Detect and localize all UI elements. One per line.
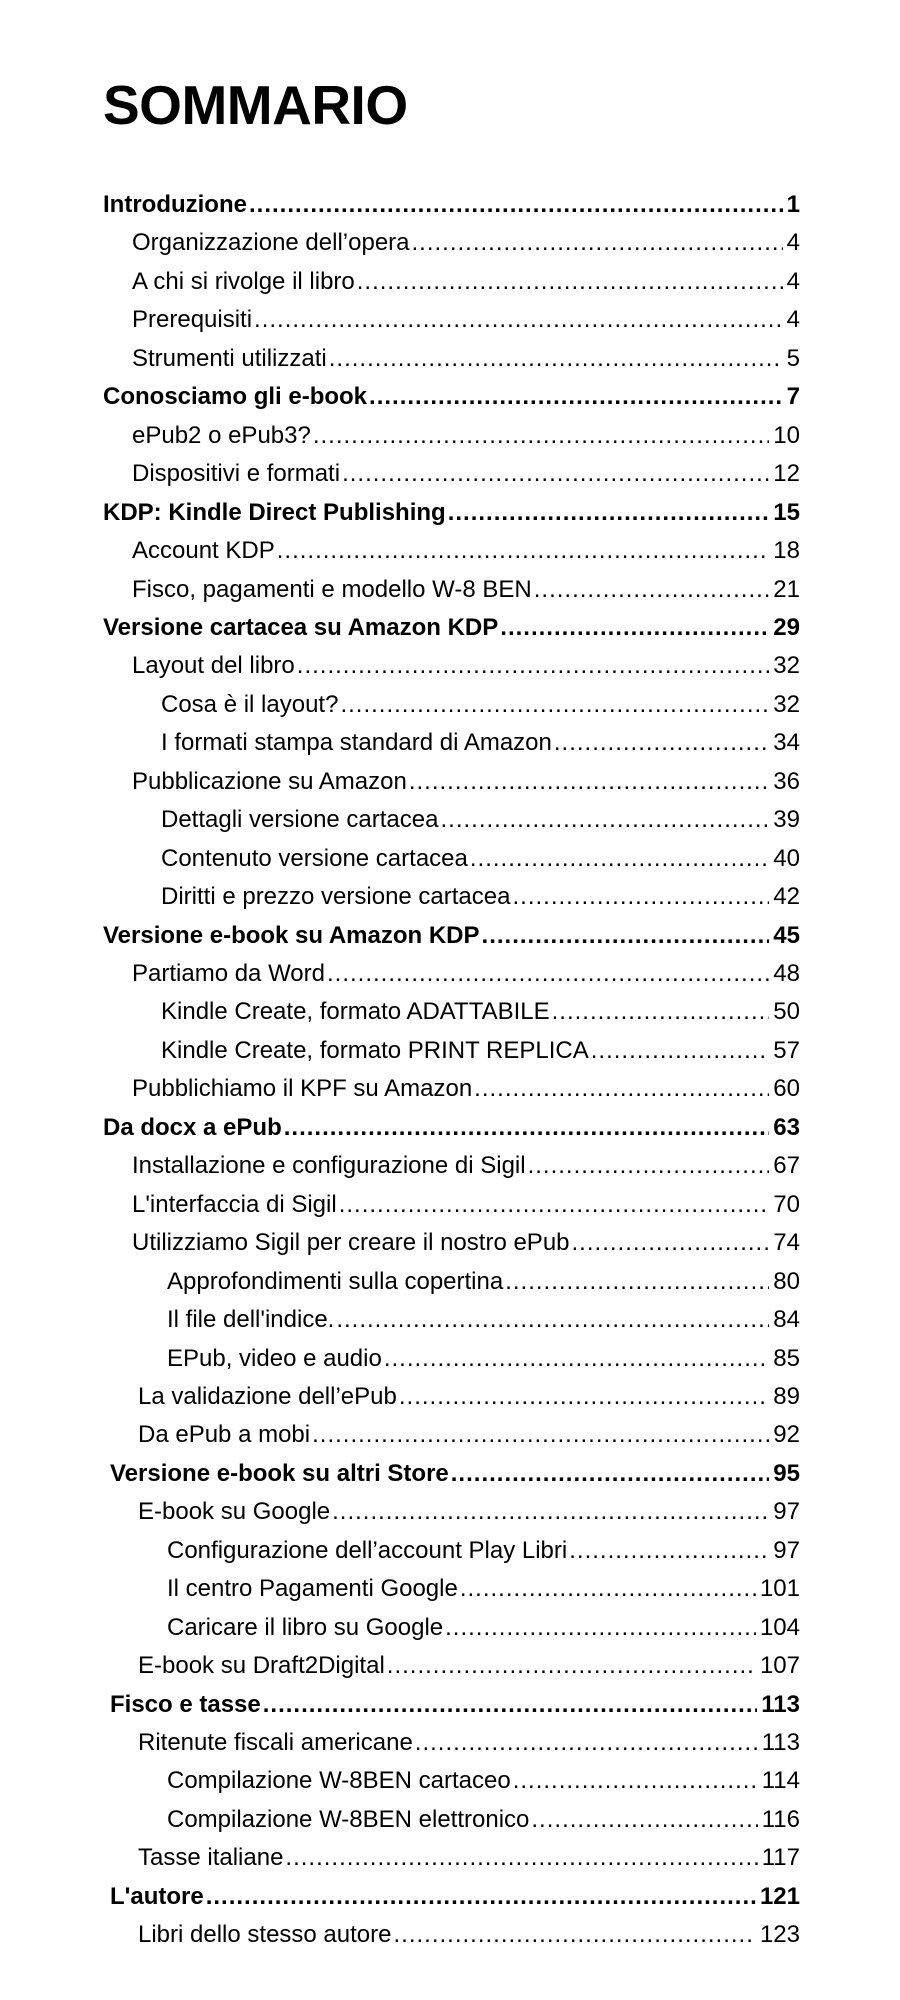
toc-entry-page-number: 12 bbox=[773, 460, 800, 487]
toc-section-entry bbox=[138, 1647, 800, 1685]
toc-entry-page-number: 95 bbox=[773, 1460, 800, 1487]
toc-entry-label: E-book su Draft2Digital bbox=[138, 1652, 385, 1679]
toc-entry-page-number: 121 bbox=[759, 1883, 800, 1910]
toc-leader-dots bbox=[313, 417, 769, 455]
toc-section-entry bbox=[167, 1801, 800, 1839]
toc-entry-label: Tasse italiane bbox=[138, 1844, 284, 1871]
toc-leader-dots bbox=[277, 532, 770, 570]
toc-entry-label: Da docx a ePub bbox=[103, 1114, 282, 1141]
toc-section-entry bbox=[132, 647, 800, 685]
toc-entry-label: Kindle Create, formato ADATTABILE bbox=[161, 998, 550, 1025]
toc-leader-dots bbox=[451, 1455, 770, 1493]
toc-entry-page-number: 117 bbox=[761, 1844, 800, 1871]
toc-section-entry bbox=[167, 1609, 800, 1647]
toc-entry-page-number: 57 bbox=[773, 1037, 800, 1064]
toc-section-entry bbox=[132, 1224, 800, 1262]
toc-leader-dots bbox=[387, 1647, 756, 1685]
toc-leader-dots bbox=[470, 840, 769, 878]
toc-leader-dots bbox=[342, 455, 769, 493]
toc-chapter-entry bbox=[103, 186, 800, 224]
toc-entry-label: Contenuto versione cartacea bbox=[161, 845, 468, 872]
toc-section-entry bbox=[138, 1378, 800, 1416]
toc-chapter-entry bbox=[103, 917, 800, 955]
toc-leader-dots bbox=[513, 1762, 758, 1800]
toc-entry-label: A chi si rivolge il libro bbox=[132, 268, 355, 295]
toc-chapter-entry bbox=[110, 1455, 800, 1493]
toc-leader-dots bbox=[448, 494, 770, 532]
toc-leader-dots bbox=[552, 993, 770, 1031]
toc-section-entry bbox=[161, 724, 800, 762]
toc-entry-label: Cosa è il layout? bbox=[161, 691, 339, 718]
toc-entry-label: Configurazione dell’account Play Libri bbox=[167, 1537, 568, 1564]
toc-entry-label: Dispositivi e formati bbox=[132, 460, 341, 487]
toc-section-entry bbox=[161, 878, 800, 916]
toc-section-entry bbox=[167, 1532, 800, 1570]
toc-section-entry bbox=[132, 1147, 800, 1185]
toc-leader-dots bbox=[340, 686, 769, 724]
toc-entry-label: Installazione e configurazione di Sigil bbox=[132, 1152, 526, 1179]
toc-entry-page-number: 29 bbox=[773, 614, 800, 641]
toc-entry-page-number: 63 bbox=[773, 1114, 800, 1141]
toc-entry-page-number: 101 bbox=[759, 1575, 800, 1602]
toc-entry-page-number: 97 bbox=[773, 1537, 800, 1564]
toc-section-entry bbox=[161, 840, 800, 878]
toc-leader-dots bbox=[482, 917, 770, 955]
toc-entry-page-number: 4 bbox=[786, 229, 800, 256]
toc-leader-dots bbox=[312, 1416, 769, 1454]
toc-section-entry bbox=[138, 1493, 800, 1531]
toc-entry-label: Il file dell'indice. bbox=[167, 1306, 335, 1333]
toc-section-entry bbox=[132, 224, 800, 262]
toc-leader-dots bbox=[384, 1340, 769, 1378]
toc-entry-page-number: 32 bbox=[773, 652, 800, 679]
toc-entry-label: Dettagli versione cartacea bbox=[161, 806, 439, 833]
toc-leader-dots bbox=[263, 1686, 758, 1724]
toc-section-entry bbox=[132, 301, 800, 339]
toc-leader-dots bbox=[569, 1532, 769, 1570]
toc-entry-page-number: 48 bbox=[773, 960, 800, 987]
toc-leader-dots bbox=[591, 1032, 770, 1070]
toc-entry-label: Strumenti utilizzati bbox=[132, 345, 327, 372]
toc-entry-page-number: 60 bbox=[773, 1075, 800, 1102]
toc-entry-label: I formati stampa standard di Amazon bbox=[161, 729, 552, 756]
toc-entry-label: Approfondimenti sulla copertina bbox=[167, 1268, 504, 1295]
toc-entry-page-number: 70 bbox=[773, 1191, 800, 1218]
toc-section-entry bbox=[167, 1570, 800, 1608]
toc-entry-page-number: 1 bbox=[786, 191, 800, 218]
toc-entry-label: Ritenute fiscali americane bbox=[138, 1729, 413, 1756]
toc-section-entry bbox=[138, 1416, 800, 1454]
toc-chapter-entry bbox=[110, 1686, 800, 1724]
toc-entry-label: Libri dello stesso autore bbox=[138, 1921, 392, 1948]
toc-entry-label: Versione e-book su altri Store bbox=[110, 1460, 449, 1487]
toc-entry-page-number: 89 bbox=[773, 1383, 800, 1410]
toc-entry-label: La validazione dell’ePub bbox=[138, 1383, 397, 1410]
toc-entry-label: Caricare il libro su Google bbox=[167, 1614, 444, 1641]
toc-leader-dots bbox=[206, 1878, 756, 1916]
toc-entry-page-number: 7 bbox=[786, 383, 800, 410]
toc-section-entry bbox=[132, 532, 800, 570]
toc-entry-label: EPub, video e audio bbox=[167, 1345, 382, 1372]
toc-leader-dots bbox=[393, 1916, 755, 1954]
toc-section-entry bbox=[138, 1916, 800, 1954]
toc-entry-page-number: 113 bbox=[761, 1691, 800, 1718]
toc-entry-label: Layout del libro bbox=[132, 652, 295, 679]
toc-chapter-entry bbox=[110, 1878, 800, 1916]
toc-entry-page-number: 116 bbox=[761, 1806, 800, 1833]
toc-entry-page-number: 50 bbox=[773, 998, 800, 1025]
toc-leader-dots bbox=[534, 571, 770, 609]
toc-leader-dots bbox=[554, 724, 769, 762]
toc-section-entry bbox=[161, 686, 800, 724]
toc-entry-label: KDP: Kindle Direct Publishing bbox=[103, 499, 446, 526]
toc-leader-dots bbox=[512, 878, 769, 916]
toc-leader-dots bbox=[329, 340, 783, 378]
toc-entry-label: E-book su Google bbox=[138, 1498, 331, 1525]
toc-leader-dots bbox=[460, 1570, 756, 1608]
toc-entry-label: Versione e-book su Amazon KDP bbox=[103, 922, 480, 949]
toc-leader-dots bbox=[327, 955, 769, 993]
toc-entry-label: Il centro Pagamenti Google bbox=[167, 1575, 458, 1602]
toc-leader-dots bbox=[531, 1801, 757, 1839]
toc-section-entry bbox=[167, 1340, 800, 1378]
toc-section-entry bbox=[132, 763, 800, 801]
toc-leader-dots bbox=[249, 186, 783, 224]
toc-leader-dots bbox=[445, 1609, 756, 1647]
toc-leader-dots bbox=[336, 1301, 769, 1339]
toc-entry-label: ePub2 o ePub3? bbox=[132, 422, 311, 449]
toc-chapter-entry bbox=[103, 609, 800, 647]
toc-entry-label: Pubblicazione su Amazon bbox=[132, 768, 407, 795]
toc-entry-page-number: 67 bbox=[773, 1152, 800, 1179]
toc-entry-page-number: 5 bbox=[786, 345, 800, 372]
toc-entry-label: L'interfaccia di Sigil bbox=[132, 1191, 337, 1218]
toc-entry-page-number: 74 bbox=[773, 1229, 800, 1256]
toc-entry-page-number: 45 bbox=[773, 922, 800, 949]
toc-leader-dots bbox=[528, 1147, 770, 1185]
toc-section-entry bbox=[132, 955, 800, 993]
toc-leader-dots bbox=[284, 1109, 770, 1147]
toc-entry-page-number: 32 bbox=[773, 691, 800, 718]
toc-leader-dots bbox=[369, 378, 783, 416]
toc-entry-page-number: 40 bbox=[773, 845, 800, 872]
toc-entry-page-number: 92 bbox=[773, 1421, 800, 1448]
toc-entry-label: Partiamo da Word bbox=[132, 960, 325, 987]
toc-entry-page-number: 15 bbox=[773, 499, 800, 526]
toc-entry-label: Account KDP bbox=[132, 537, 275, 564]
toc-entry-label: Introduzione bbox=[103, 191, 247, 218]
toc-entry-label: Da ePub a mobi bbox=[138, 1421, 311, 1448]
toc-leader-dots bbox=[440, 801, 769, 839]
toc-entry-page-number: 80 bbox=[773, 1268, 800, 1295]
toc-entry-page-number: 4 bbox=[786, 306, 800, 333]
toc-chapter-entry bbox=[103, 1109, 800, 1147]
toc-entry-page-number: 113 bbox=[761, 1729, 800, 1756]
toc-leader-dots bbox=[297, 647, 770, 685]
toc-section-entry bbox=[161, 993, 800, 1031]
toc-leader-dots bbox=[339, 1186, 770, 1224]
toc-section-entry bbox=[132, 417, 800, 455]
toc-leader-dots bbox=[412, 224, 783, 262]
toc-entry-page-number: 97 bbox=[773, 1498, 800, 1525]
toc-entry-page-number: 114 bbox=[761, 1767, 800, 1794]
toc-entry-page-number: 123 bbox=[759, 1921, 800, 1948]
toc-leader-dots bbox=[500, 609, 769, 647]
toc-leader-dots bbox=[332, 1493, 769, 1531]
toc-section-entry bbox=[132, 571, 800, 609]
toc-leader-dots bbox=[505, 1263, 769, 1301]
toc-section-entry bbox=[132, 1070, 800, 1108]
toc-entry-label: Compilazione W-8BEN cartaceo bbox=[167, 1767, 511, 1794]
toc-entry-label: Fisco, pagamenti e modello W-8 BEN bbox=[132, 576, 532, 603]
toc-section-entry bbox=[132, 263, 800, 301]
toc-entry-label: Conosciamo gli e-book bbox=[103, 383, 368, 410]
toc-entry-label: Diritti e prezzo versione cartacea bbox=[161, 883, 511, 910]
toc-section-entry bbox=[132, 455, 800, 493]
toc-entry-page-number: 104 bbox=[759, 1614, 800, 1641]
toc-leader-dots bbox=[399, 1378, 769, 1416]
toc-entry-label: Prerequisiti bbox=[132, 306, 253, 333]
toc-entry-page-number: 84 bbox=[773, 1306, 800, 1333]
toc-entry-label: Versione cartacea su Amazon KDP bbox=[103, 614, 499, 641]
toc-section-entry bbox=[132, 1186, 800, 1224]
toc-entry-page-number: 10 bbox=[773, 422, 800, 449]
toc-chapter-entry bbox=[103, 378, 800, 416]
toc-entry-label: Compilazione W-8BEN elettronico bbox=[167, 1806, 530, 1833]
toc-leader-dots bbox=[572, 1224, 770, 1262]
toc-entry-page-number: 85 bbox=[773, 1345, 800, 1372]
toc-entry-page-number: 18 bbox=[773, 537, 800, 564]
toc-entry-label: Kindle Create, formato PRINT REPLICA bbox=[161, 1037, 589, 1064]
toc-section-entry bbox=[161, 801, 800, 839]
toc-chapter-entry bbox=[103, 494, 800, 532]
toc-entry-page-number: 107 bbox=[759, 1652, 800, 1679]
toc-entry-label: Utilizziamo Sigil per creare il nostro ePub bbox=[132, 1229, 570, 1256]
toc-entry-label: L'autore bbox=[110, 1883, 204, 1910]
toc-entry-page-number: 4 bbox=[786, 268, 800, 295]
toc-section-entry bbox=[138, 1839, 800, 1877]
toc-section-entry bbox=[132, 340, 800, 378]
toc-entry-page-number: 36 bbox=[773, 768, 800, 795]
toc-entry-label: Fisco e tasse bbox=[110, 1691, 261, 1718]
toc-section-entry bbox=[167, 1263, 800, 1301]
toc-entry-page-number: 42 bbox=[773, 883, 800, 910]
toc-entry-page-number: 21 bbox=[773, 576, 800, 603]
toc-section-entry bbox=[161, 1032, 800, 1070]
toc-leader-dots bbox=[415, 1724, 758, 1762]
toc-entry-page-number: 34 bbox=[773, 729, 800, 756]
page-title: SOMMARIO bbox=[103, 74, 408, 136]
toc-entry-page-number: 39 bbox=[773, 806, 800, 833]
toc-section-entry bbox=[138, 1724, 800, 1762]
toc-leader-dots bbox=[474, 1070, 769, 1108]
toc-section-entry bbox=[167, 1762, 800, 1800]
toc-leader-dots bbox=[409, 763, 769, 801]
toc-entry-label: Pubblichiamo il KPF su Amazon bbox=[132, 1075, 473, 1102]
toc-leader-dots bbox=[285, 1839, 757, 1877]
toc-entry-label: Organizzazione dell’opera bbox=[132, 229, 410, 256]
toc-leader-dots bbox=[254, 301, 783, 339]
toc-leader-dots bbox=[357, 263, 783, 301]
toc-section-entry bbox=[167, 1301, 800, 1339]
